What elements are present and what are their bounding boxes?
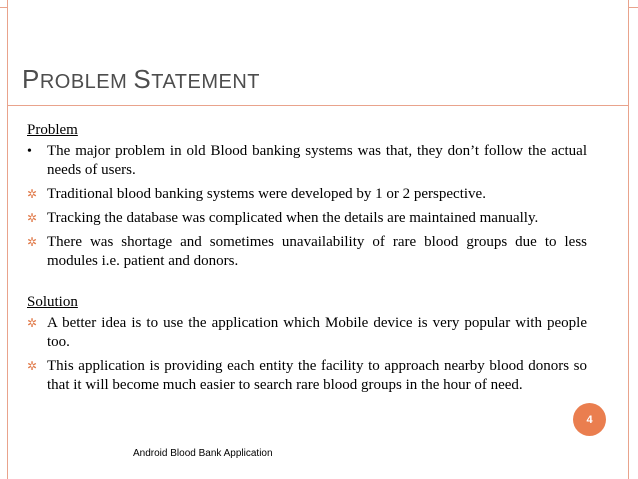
solution-item-text: This application is providing each entity the facility to approach nearby blood donors so that it will become much easier to search rare blood groups in the hour of need. <box>47 358 587 393</box>
solution-item <box>27 314 587 352</box>
problem-item-text: The major problem in old Blood banking systems was that, they don’t follow the actual needs of users. <box>47 143 587 178</box>
title-initial-1: P <box>22 64 40 94</box>
slide-title <box>22 64 260 95</box>
solution-item <box>27 357 587 395</box>
slide-border-top-left <box>0 7 8 8</box>
problem-item <box>27 233 587 271</box>
problem-item <box>27 142 587 180</box>
title-divider <box>8 105 628 106</box>
bullet-flower-icon: ✲ <box>27 316 38 330</box>
title-initial-2: S <box>133 64 152 94</box>
problem-item-text: Tracking the database was complicated when the details are maintained manually. <box>47 210 539 226</box>
bullet-flower-icon: ✲ <box>27 187 38 201</box>
problem-heading: Problem <box>27 122 78 138</box>
problem-item <box>27 185 587 204</box>
problem-item <box>27 209 587 228</box>
problem-item-text: Traditional blood banking systems were developed by 1 or 2 perspective. <box>47 186 486 202</box>
problem-item-text: There was shortage and sometimes unavailability of rare blood groups due to less modules i.e. patient and donors. <box>47 234 587 269</box>
slide-border-left <box>7 0 8 479</box>
slide-footer: Android Blood Bank Application <box>133 448 273 459</box>
title-rest-2: TATEMENT <box>151 71 261 93</box>
bullet-dot-icon: • <box>27 144 32 159</box>
slide-content <box>27 121 587 400</box>
solution-item-text: A better idea is to use the application which Mobile device is very popular with people too. <box>47 315 587 350</box>
page-number-badge: 4 <box>573 403 606 436</box>
bullet-flower-icon: ✲ <box>27 211 38 225</box>
bullet-flower-icon: ✲ <box>27 235 38 249</box>
solution-heading: Solution <box>27 294 78 310</box>
section-gap <box>27 276 587 293</box>
title-rest-1: ROBLEM <box>39 71 134 93</box>
slide-border-top-right <box>628 7 638 8</box>
bullet-flower-icon: ✲ <box>27 359 38 373</box>
slide-border-right <box>628 0 629 479</box>
